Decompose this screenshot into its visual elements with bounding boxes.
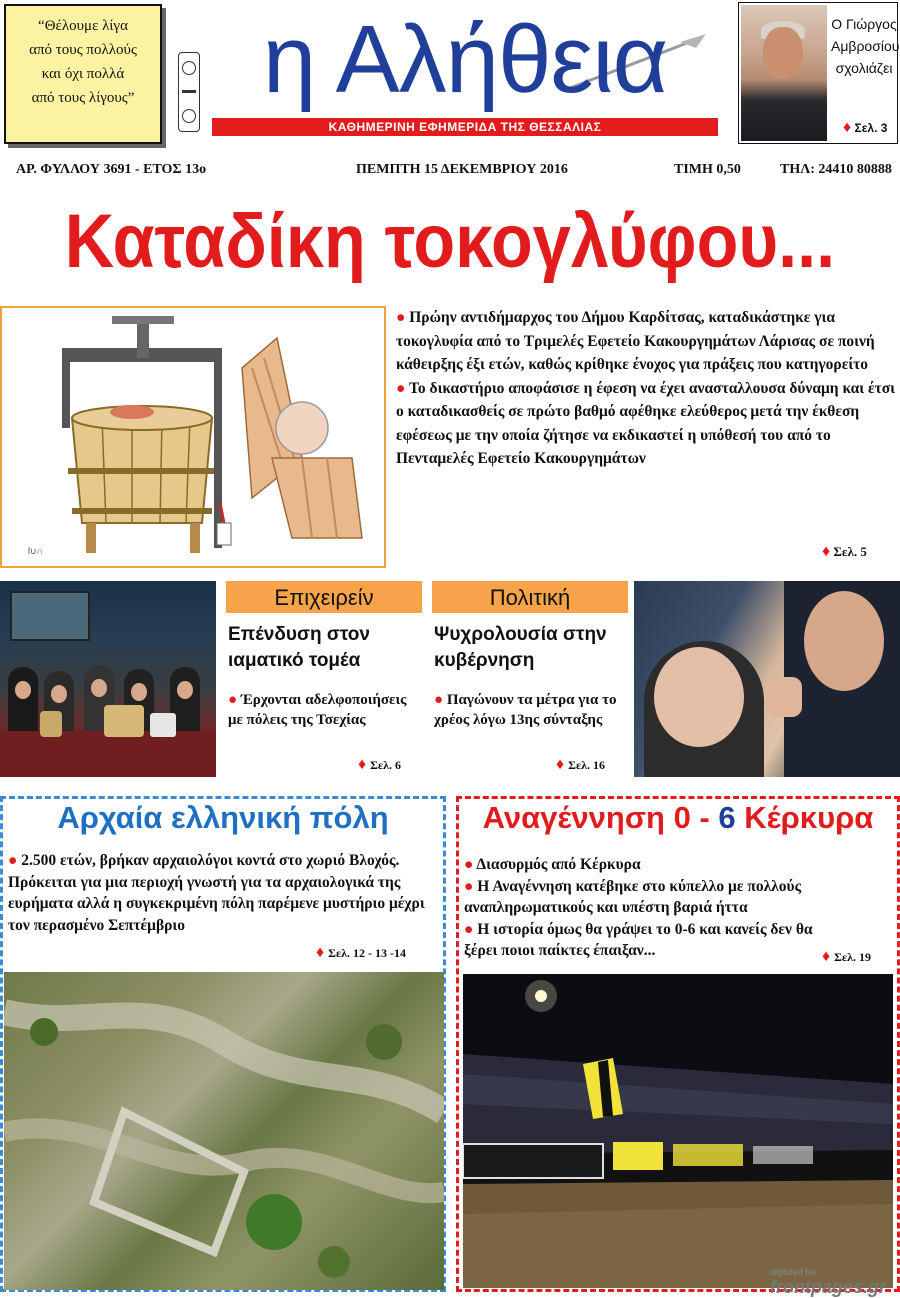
sports-score-highlight: 6 bbox=[718, 800, 736, 835]
bullet-icon: ● bbox=[228, 692, 241, 708]
table bbox=[0, 731, 216, 777]
gift-box bbox=[150, 713, 176, 737]
ancient-city-title[interactable]: Αρχαία ελληνική πόλη bbox=[57, 800, 389, 835]
diamond-icon: ♦ bbox=[556, 756, 569, 773]
svg-text:ſ∪∩: ſ∪∩ bbox=[28, 546, 44, 556]
sports-bullet-text: Διασυρμός από Κέρκυρα bbox=[476, 856, 641, 873]
lead-article[interactable] bbox=[396, 306, 898, 471]
columnist-line: σχολιάζει bbox=[835, 60, 893, 76]
face-right bbox=[804, 591, 884, 691]
politics-body-text: Παγώνουν τα μέτρα για το χρέος λόγω 13ης σύνταξης bbox=[434, 692, 617, 728]
issue-price: ΤΙΜΗ 0,50 bbox=[674, 162, 741, 177]
bullet-icon: ● bbox=[8, 852, 22, 869]
sports-title-part: Αναγέννηση 0 - bbox=[482, 800, 719, 835]
sports-bullet-text: Η Αναγέννηση κατέβηκε στο κύπελλο με πολλούς αναπληρωματικούς και υπέστη βαριά ήττα bbox=[464, 877, 802, 916]
lead-paragraph bbox=[396, 306, 898, 377]
cartoon-image[interactable] bbox=[0, 306, 386, 568]
sports-bullet bbox=[464, 919, 816, 962]
issue-number: ΑΡ. ΦΥΛΛΟΥ 3691 - ΕΤΟΣ 13ο bbox=[16, 162, 207, 177]
section-tab-politics[interactable]: Πολιτική bbox=[432, 581, 628, 613]
ancient-city-body-text: 2.500 ετών, βρήκαν αρχαιολόγοι κοντά στο χωριό Βλοχός. Πρόκειται για μια περιοχή γνωστή για τα αρχαιολογικά της ευρήματα αλλά η συγκεκριμένη πόλη παρέμενε μυστήριο μέχρι τον περασμένο Σεπτέμβριο bbox=[8, 852, 425, 934]
issue-date: ΠΕΜΠΤΗ 15 ΔΕΚΕΜΒΡΙΟΥ 2016 bbox=[356, 162, 568, 177]
diamond-icon: ♦ bbox=[843, 119, 852, 136]
bullet-icon: ● bbox=[464, 856, 477, 873]
sports-body bbox=[464, 854, 896, 962]
columnist-line: Αμβροσίου bbox=[831, 38, 900, 54]
columnist-box[interactable] bbox=[738, 2, 898, 144]
politics-body bbox=[434, 690, 630, 730]
sports-title-part: Κέρκυρα bbox=[735, 800, 874, 835]
hand-thumb bbox=[766, 677, 802, 717]
sports-bullet bbox=[464, 876, 896, 919]
diamond-icon: ♦ bbox=[822, 948, 835, 965]
sports-bullet-text: Η ιστορία όμως θα γράψει το 0-6 και κανείς δεν θα ξέρει ποιοι παίκτες έπαιξαν... bbox=[464, 920, 813, 959]
bullet-icon: ● bbox=[464, 877, 478, 895]
page-ref: Σελ. 12 - 13 -14 bbox=[328, 946, 407, 960]
lead-paragraph bbox=[396, 377, 898, 471]
quote-box bbox=[4, 4, 162, 144]
face-left bbox=[654, 647, 744, 747]
gift-basket bbox=[104, 705, 144, 737]
quote-line: από τους πολλούς bbox=[29, 42, 137, 58]
business-title[interactable]: Επένδυση στον ιαματικό τομέα bbox=[228, 624, 370, 671]
sports-bullet bbox=[464, 854, 896, 876]
politicians-photo[interactable] bbox=[634, 581, 900, 777]
politics-title[interactable]: Ψυχρολουσία στην κυβέρνηση bbox=[434, 624, 607, 671]
page-ref: Σελ. 16 bbox=[568, 758, 606, 772]
business-event-photo[interactable] bbox=[0, 581, 216, 777]
aerial-terrain bbox=[4, 972, 444, 1290]
lead-paragraph-text: Το δικαστήριο αποφάσισε η έφεση να έχει ανασταλλουσα δύναμη και έτσι ο καταδικασθείς σε πρώτο βαθμό αφέθηκε ελεύθερος μετά την έκθεση εφέσεως με την οποία ζήτησε να εκδικαστεί η υπόθεσή του από το Πενταμελές Εφετείο Κακουργημάτων bbox=[396, 379, 895, 467]
ancient-city-page-ref[interactable] bbox=[316, 944, 406, 962]
columnist-photo bbox=[741, 5, 827, 141]
page-ref: Σελ. 5 bbox=[833, 544, 867, 559]
quote-line: από τους λίγους” bbox=[31, 90, 135, 106]
business-body bbox=[228, 690, 424, 730]
watermark bbox=[770, 1268, 886, 1298]
ancient-city-body bbox=[8, 850, 442, 936]
quote-line: και όχι πολλά bbox=[41, 66, 125, 82]
projection-screen bbox=[10, 591, 90, 641]
business-page-ref[interactable] bbox=[358, 756, 401, 774]
politics-page-ref[interactable] bbox=[556, 756, 605, 774]
columnist-name bbox=[831, 13, 900, 79]
aerial-site-photo[interactable] bbox=[4, 972, 444, 1290]
columnist-page-ref bbox=[843, 119, 899, 137]
business-body-text: Έρχονται αδελφοποιήσεις με πόλεις της Τσεχίας bbox=[228, 692, 407, 728]
columnist-line: Ο Γιώργος bbox=[831, 16, 897, 32]
page-ref: Σελ. 3 bbox=[854, 121, 888, 135]
sports-page-ref[interactable] bbox=[822, 948, 871, 966]
page-ref: Σελ. 19 bbox=[834, 950, 872, 964]
bullet-icon: ● bbox=[464, 920, 478, 938]
stadium-scene bbox=[463, 974, 893, 1288]
lead-page-ref[interactable] bbox=[822, 543, 867, 561]
quote-line: “Θέλουμε λίγα bbox=[38, 18, 128, 34]
page-ref: Σελ. 6 bbox=[370, 758, 402, 772]
lead-paragraph-text: Πρώην αντιδήμαρχος του Δήμου Καρδίτσας, καταδικάστηκε για τοκογλυφία από το Τριμελές Εφετείο Κακουργημάτων Λάρισας σε ποινή κάθειρξης έξι ετών, καθώς κρίθηκε ένοχος για πράξεις που κατηγορείτο bbox=[396, 309, 875, 373]
newspaper-subtitle: ΚΑΘΗΜΕΡΙΝΗ ΕΦΗΜΕΡΙΔΑ ΤΗΣ ΘΕΣΣΑΛΙΑΣ bbox=[212, 118, 718, 136]
gift-basket bbox=[40, 711, 62, 737]
wine-press-cartoon-illustration bbox=[2, 308, 384, 566]
diamond-icon: ♦ bbox=[316, 944, 329, 961]
bullet-icon: ● bbox=[434, 692, 447, 708]
main-headline[interactable]: Καταδίκη τοκογλύφου... bbox=[64, 199, 836, 284]
phone-number: ΤΗΛ: 24410 80888 bbox=[780, 162, 892, 177]
sports-title[interactable] bbox=[456, 800, 900, 836]
stadium-photo[interactable] bbox=[463, 974, 893, 1288]
diamond-icon: ♦ bbox=[358, 756, 371, 773]
section-tab-business[interactable]: Επιχειρείν bbox=[226, 581, 422, 613]
publisher-seal-icon bbox=[178, 52, 200, 132]
diamond-icon: ♦ bbox=[822, 543, 831, 560]
watermark-small: digitized for bbox=[770, 1267, 817, 1277]
bullet-icon: ● bbox=[396, 309, 410, 326]
watermark-main: frontpages.gr bbox=[770, 1277, 887, 1297]
newspaper-title: η Αλήθεια bbox=[262, 6, 668, 113]
bullet-icon: ● bbox=[396, 379, 409, 397]
